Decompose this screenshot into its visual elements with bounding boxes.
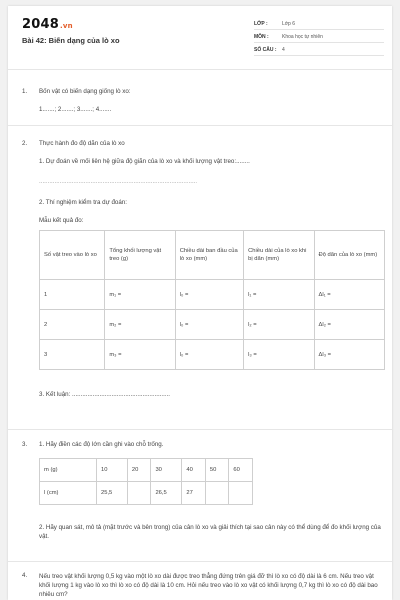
table-cell: Δl₂ = (314, 310, 384, 340)
table-cell: l₁ = (244, 280, 314, 310)
meta-count-label: SỐ CÂU : (254, 47, 277, 53)
table-cell: 30 (151, 459, 182, 482)
logo-text: 2048 (22, 17, 59, 32)
table-cell: Δl₃ = (314, 340, 384, 370)
table-cell: l₂ = (244, 310, 314, 340)
meta-count-row (254, 45, 384, 56)
q2-conclusion: 3. Kết luận: ......................................................... (39, 391, 171, 398)
table-cell: l (cm) (40, 482, 97, 505)
meta-class-label: LỚP : (254, 21, 268, 27)
table-row (40, 459, 253, 482)
table-header-row (40, 231, 385, 280)
table-cell: 60 (229, 459, 253, 482)
table-cell: m₃ = (105, 340, 175, 370)
table-cell: m (g) (40, 459, 97, 482)
table-cell (127, 482, 151, 505)
meta-subject-label: MÔN : (254, 34, 269, 40)
site-logo[interactable] (22, 17, 73, 32)
divider (8, 561, 392, 562)
table-cell: m₂ = (105, 310, 175, 340)
q4-number: 4. (22, 572, 28, 579)
q2-sample-label: Mẫu kết quả đo: (39, 217, 84, 224)
table-cell: 25,5 (97, 482, 128, 505)
table-cell: l₀ = (175, 340, 243, 370)
q2-text: Thực hành đo độ dãn của lò xo (39, 140, 125, 147)
table-cell (205, 482, 229, 505)
q1-answer: 1.......; 2.......; 3.......; 4....... (39, 106, 112, 113)
worksheet-page (8, 6, 392, 600)
q3-text: 1. Hãy điền các độ lớn cần ghi vào chỗ trống. (39, 441, 164, 448)
divider (8, 429, 392, 430)
table-cell: m₁ = (105, 280, 175, 310)
table-header-cell: Độ dãn của lò xo (mm) (314, 231, 384, 280)
q2-sub1: 1. Dự đoán về mối liên hệ giữa độ giãn của lò xo và khối lượng vật treo:........ (39, 158, 250, 165)
logo-suffix: .vn (59, 22, 73, 30)
meta-subject-row (254, 32, 384, 43)
table-cell: 2 (40, 310, 105, 340)
q3-number: 3. (22, 441, 28, 448)
worksheet-header (8, 6, 392, 64)
table-cell: 26,5 (151, 482, 182, 505)
q3-table (39, 458, 253, 505)
meta-count-value: 4 (282, 47, 285, 53)
table-cell: 50 (205, 459, 229, 482)
table-cell: Δl₁ = (314, 280, 384, 310)
q1-number: 1. (22, 88, 28, 95)
table-cell: 10 (97, 459, 128, 482)
meta-class-row (254, 19, 384, 30)
table-cell: 20 (127, 459, 151, 482)
q3-sub2: 2. Hãy quan sát, mô tả (mặt trước và bên trong) của cân lò xo và giải thích tại sao cân này có thể dùng để đo khối lượng của vật. (39, 524, 381, 540)
lesson-title: Bài 42: Biến dạng của lò xo (22, 36, 120, 45)
table-row (40, 482, 253, 505)
table-cell: 3 (40, 340, 105, 370)
table-cell: l₀ = (175, 280, 243, 310)
lesson-meta (254, 19, 384, 58)
q2-dotted-line: ............................................................................................ (39, 178, 198, 185)
divider (8, 125, 392, 126)
meta-class-value: Lớp 6 (282, 21, 296, 27)
table-cell: l₀ = (175, 310, 243, 340)
table-cell: 1 (40, 280, 105, 310)
table-cell: 40 (182, 459, 206, 482)
table-header-cell: Số vật treo vào lò xo (40, 231, 105, 280)
table-cell: 27 (182, 482, 206, 505)
table-header-cell: Tổng khối lượng vật treo (g) (105, 231, 175, 280)
q2-sub2: 2. Thí nghiệm kiểm tra dự đoán: (39, 199, 127, 206)
table-cell: l₃ = (244, 340, 314, 370)
divider (8, 69, 392, 70)
table-header-cell: Chiều dài ban đầu của lò xo (mm) (175, 231, 243, 280)
q2-number: 2. (22, 140, 28, 147)
table-row (40, 280, 385, 310)
meta-subject-value: Khoa học tự nhiên (282, 34, 323, 40)
q2-results-table (39, 230, 385, 370)
table-row (40, 310, 385, 340)
q4-text: Nếu treo vật khối lượng 0,5 kg vào một lò xo dài được treo thẳng đứng trên giá đỡ thì lò xo có độ dài là 6 cm. Nếu treo vật khối lượng 1 kg vào lò xo thì lò xo có độ dài là 10 cm. Hỏi nếu treo vào lò xo vật có khối lượng 0,7 kg thì lò xo có độ dài bao nhiêu cm? (39, 573, 378, 598)
table-header-cell: Chiều dài của lò xo khi bị dãn (mm) (244, 231, 314, 280)
q1-text: Bốn vật có biến dạng giống lò xo: (39, 88, 131, 95)
table-cell (229, 482, 253, 505)
table-row (40, 340, 385, 370)
